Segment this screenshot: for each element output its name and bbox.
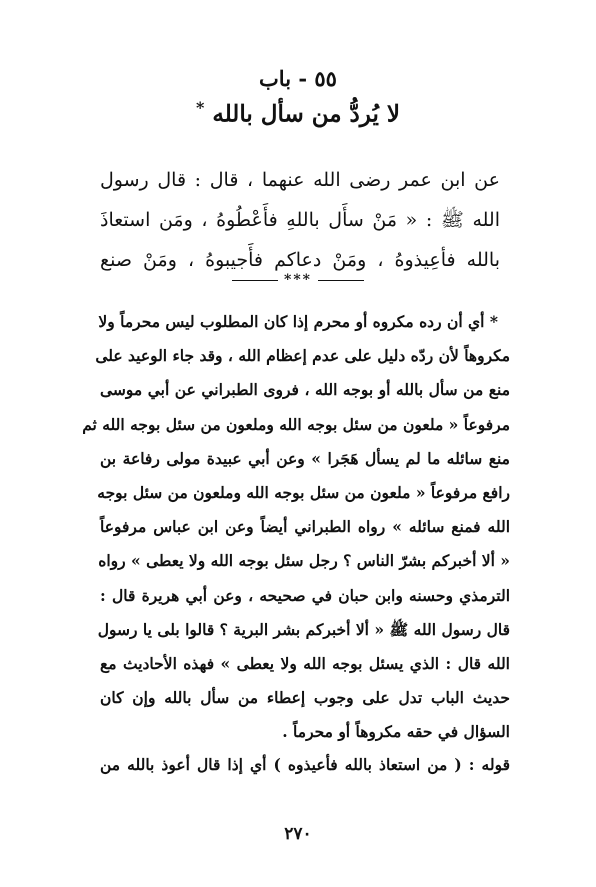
commentary [100,748,510,782]
chapter-title-text: لا يُردُّ من سأل بالله [212,100,401,128]
footnote-line: الله فمنع سائله » رواه الطبراني أيضاً وعن ابن عباس مرفوعاً [100,517,510,537]
footnote-line: السؤال في حقه مكروهاً أو محرماً . [282,722,510,742]
hadith-text [100,160,500,280]
hadith-line: بالله فأعِيذوهُ ، ومَنْ دعاكم فأَجيبوهُ ، ومَنْ صنع [100,249,500,271]
separator-rule [318,280,364,281]
footnote-line: حديث الباب تدل على وجوب إعطاء من سأل بالله وإن كان [100,688,510,708]
commentary-line: قوله : ( من استعاذ بالله فأعيذوه ) أي إذا قال أعوذ بالله من [100,755,510,774]
footnote-line: قال رسول الله ﷺ « ألا أخبركم بشر البرية ؟ قالوا بلى يا رسول [97,619,510,639]
separator-rule [232,280,278,281]
footnote-line: * أي أن رده مكروه أو محرم إذا كان المطلوب ليس محرماً ولا [98,312,498,331]
hadith-line: الله ﷺ : « مَنْ سأَل باللهِ فأَعْطُوهُ ، ومَن استعاذَ [100,209,500,231]
footnote-mark: * [195,98,205,117]
footnote-separator [0,272,596,288]
footnote-line: منع من سأل بالله أو بوجه الله ، فروى الطبراني عن أبي موسى [100,380,510,400]
footnote [82,305,510,750]
hadith-line: عن ابن عمر رضى الله عنهما ، قال : قال رسول [100,169,500,191]
footnote-line: رافع مرفوعاً « ملعون من سئل بوجه الله وملعون من سئل بوجه [97,483,510,503]
footnote-line: الترمذي وحسنه وابن حبان في صحيحه ، وعن أبي هريرة قال : [100,585,510,605]
page-number: ٢٧٠ [284,824,312,844]
footnote-line: « ألا أخبركم بشرّ الناس ؟ رجل سئل بوجه الله ولا يعطى » رواه [98,551,510,571]
separator-stars: *** [284,272,312,288]
footnote-line: مكروهاً لأن ردّه دليل على عدم إعظام الله ، وقد جاء الوعيد على [95,346,510,366]
chapter-number: ٥٥ - باب [259,66,337,91]
chapter-title [0,98,596,128]
footnote-line: منع سائله ما لم يسأل هَجَرا » وعن أبي عبيدة مولى رفاعة بن [100,448,510,468]
footnote-line: الله قال : الذي يسئل بوجه الله ولا يعطى » فهذه الأحاديث مع [100,654,510,674]
footnote-line: مرفوعاً « ملعون من سئل بوجه الله وملعون من سئل بوجه الله ثم [82,414,510,434]
